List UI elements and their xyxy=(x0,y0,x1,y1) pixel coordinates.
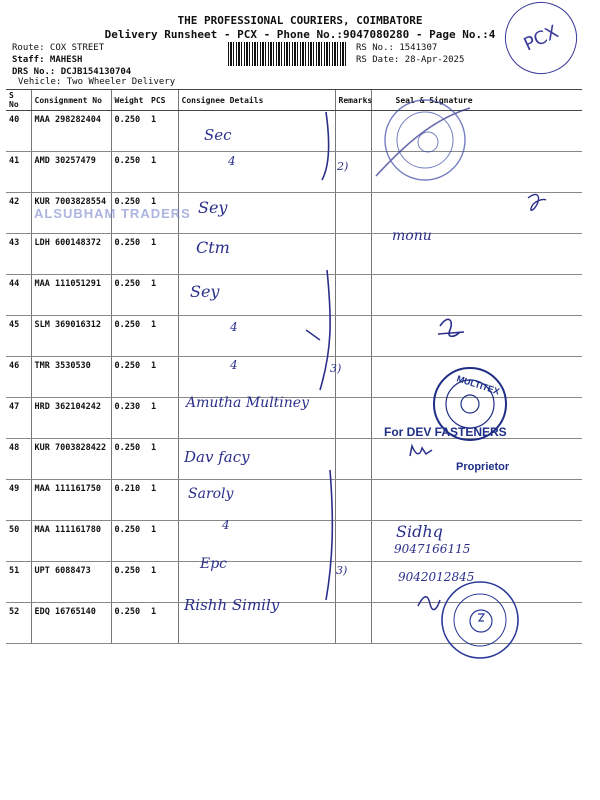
cell-consignment: UPT 6088473 xyxy=(31,562,111,603)
cell-pcs: 1 xyxy=(148,152,178,193)
col-remarks: Remarks xyxy=(335,90,371,111)
cell-consignment: HRD 362104242 xyxy=(31,398,111,439)
cell-pcs: 1 xyxy=(148,357,178,398)
signature-r51: Sidhq xyxy=(396,522,443,541)
cell-seal xyxy=(371,357,582,398)
cell-consignee xyxy=(178,111,335,152)
cell-seal xyxy=(371,480,582,521)
cell-pcs: 1 xyxy=(148,316,178,357)
col-consignment: Consignment No xyxy=(31,90,111,111)
cell-sno: 49 xyxy=(6,480,31,521)
table-row xyxy=(6,562,582,603)
table-header-row xyxy=(6,90,582,111)
rs-date: RS Date: 28-Apr-2025 xyxy=(356,55,465,65)
cell-seal xyxy=(371,521,582,562)
cell-sno: 52 xyxy=(6,603,31,644)
route-label: Route: COX STREET xyxy=(12,43,105,53)
cell-remarks xyxy=(335,562,371,603)
handwriting-r43-remark: monu xyxy=(392,228,432,244)
cell-weight: 0.250 xyxy=(111,316,148,357)
cell-consignment: KUR 7003828422 xyxy=(31,439,111,480)
cell-consignment: KUR 7003828554 xyxy=(31,193,111,234)
col-sno: S No xyxy=(6,90,31,111)
handwriting-r43: Ctm xyxy=(196,238,230,257)
cell-seal xyxy=(371,234,582,275)
cell-weight: 0.250 xyxy=(111,357,148,398)
cell-consignee xyxy=(178,480,335,521)
handwriting-r46: 4 xyxy=(230,358,238,372)
cell-sno: 42 xyxy=(6,193,31,234)
cell-pcs: 1 xyxy=(148,562,178,603)
cell-pcs: 1 xyxy=(148,234,178,275)
cell-seal xyxy=(371,193,582,234)
cell-weight: 0.250 xyxy=(111,152,148,193)
cell-seal xyxy=(371,111,582,152)
staff-label: Staff: MAHESH xyxy=(12,55,83,65)
cell-seal xyxy=(371,316,582,357)
table-row xyxy=(6,439,582,480)
cell-weight: 0.230 xyxy=(111,398,148,439)
cell-consignee xyxy=(178,234,335,275)
cell-consignment: EDQ 16765140 xyxy=(31,603,111,644)
cell-pcs: 1 xyxy=(148,439,178,480)
cell-consignee xyxy=(178,562,335,603)
table-row xyxy=(6,152,582,193)
cell-consignment: MAA 111051291 xyxy=(31,275,111,316)
cell-weight: 0.250 xyxy=(111,275,148,316)
cell-remarks xyxy=(335,111,371,152)
remark-r46: 3) xyxy=(330,362,342,375)
vehicle-label: Vehicle: Two Wheeler Delivery xyxy=(18,77,176,87)
phone-r51-1: 9047166115 xyxy=(394,542,471,556)
rs-number: RS No.: 1541307 xyxy=(356,43,438,53)
col-weight: Weight xyxy=(111,90,148,111)
table-row xyxy=(6,275,582,316)
cell-pcs: 1 xyxy=(148,275,178,316)
cell-seal xyxy=(371,603,582,644)
cell-remarks xyxy=(335,152,371,193)
cell-consignee xyxy=(178,275,335,316)
handwriting-r47: Amutha Multiney xyxy=(186,395,309,411)
cell-seal xyxy=(371,152,582,193)
barcode xyxy=(228,42,348,66)
cell-weight: 0.250 xyxy=(111,439,148,480)
handwriting-r40: Sec xyxy=(204,126,232,144)
cell-sno: 43 xyxy=(6,234,31,275)
cell-remarks xyxy=(335,398,371,439)
cell-remarks xyxy=(335,439,371,480)
cell-pcs: 1 xyxy=(148,193,178,234)
cell-consignment: SLM 369016312 xyxy=(31,316,111,357)
runsheet-subtitle: Delivery Runsheet - PCX - Phone No.:9047080280 - Page No.:4 xyxy=(104,28,496,41)
cell-seal xyxy=(371,439,582,480)
cell-consignment: MAA 111161750 xyxy=(31,480,111,521)
cell-sno: 45 xyxy=(6,316,31,357)
phone-r51-2: 9042012845 xyxy=(398,570,475,584)
cell-consignee xyxy=(178,316,335,357)
handwriting-r44: Sey xyxy=(190,282,220,301)
handwriting-r52: Rishh Simily xyxy=(184,596,280,614)
drs-number: DRS No.: DCJB154130704 xyxy=(12,67,132,77)
company-title: THE PROFESSIONAL COURIERS, COIMBATORE xyxy=(177,14,423,27)
cell-sno: 44 xyxy=(6,275,31,316)
cell-weight: 0.250 xyxy=(111,562,148,603)
table-row xyxy=(6,521,582,562)
cell-weight: 0.250 xyxy=(111,603,148,644)
table-row xyxy=(6,603,582,644)
cell-consignee xyxy=(178,395,335,439)
cell-pcs: 1 xyxy=(148,398,178,439)
cell-consignment: MAA 298282404 xyxy=(31,111,111,152)
runsheet-table xyxy=(6,89,582,644)
table-row xyxy=(6,480,582,521)
multitex-stamp-text: MULTITEX xyxy=(455,373,501,397)
cell-sno: 41 xyxy=(6,152,31,193)
handwriting-r42: Sey xyxy=(198,198,228,217)
table-row xyxy=(6,234,582,275)
handwriting-r45: 4 xyxy=(230,320,238,334)
cell-weight: 0.250 xyxy=(111,234,148,275)
col-pcs: PCS xyxy=(148,90,178,111)
cell-sno: 48 xyxy=(6,439,31,480)
pcx-stamp-text: PCX xyxy=(520,20,562,56)
handwriting-r50: 4 xyxy=(222,518,230,532)
cell-seal xyxy=(371,562,582,603)
pcx-stamp xyxy=(493,0,589,86)
cell-remarks xyxy=(335,603,371,644)
remark-r51: 3) xyxy=(336,564,348,577)
table-row xyxy=(6,316,582,357)
cell-sno: 40 xyxy=(6,111,31,152)
cell-consignee xyxy=(178,439,335,480)
cell-consignee xyxy=(178,193,335,234)
handwriting-r51: Epc xyxy=(200,556,228,572)
cell-consignment: TMR 3530530 xyxy=(31,357,111,398)
proprietor-stamp: Proprietor xyxy=(456,461,510,473)
cell-sno: 46 xyxy=(6,357,31,398)
remark-r41: 2) xyxy=(337,160,349,173)
cell-consignment: AMD 30257479 xyxy=(31,152,111,193)
cell-consignee xyxy=(178,152,335,193)
cell-remarks xyxy=(335,275,371,316)
cell-weight: 0.250 xyxy=(111,521,148,562)
cell-remarks xyxy=(335,480,371,521)
cell-weight: 0.250 xyxy=(111,193,148,234)
cell-remarks xyxy=(335,357,371,398)
faded-trader-stamp: ALSUBHAM TRADERS xyxy=(34,206,191,221)
handwriting-r41: 4 xyxy=(228,154,236,168)
cell-sno: 47 xyxy=(6,398,31,439)
cell-seal xyxy=(371,275,582,316)
cell-consignee xyxy=(178,357,335,398)
dev-fasteners-stamp: For DEV FASTENERS xyxy=(384,425,507,439)
cell-sno: 50 xyxy=(6,521,31,562)
cell-remarks xyxy=(335,234,371,275)
cell-consignment: LDH 600148372 xyxy=(31,234,111,275)
table-row xyxy=(6,111,582,152)
col-seal: Seal & Signature xyxy=(371,90,582,111)
cell-pcs: 1 xyxy=(148,603,178,644)
cell-pcs: 1 xyxy=(148,521,178,562)
cell-remarks xyxy=(335,316,371,357)
cell-pcs: 1 xyxy=(148,111,178,152)
cell-remarks xyxy=(335,193,371,234)
cell-remarks xyxy=(335,521,371,562)
cell-consignee xyxy=(178,521,335,562)
cell-consignment: MAA 111161780 xyxy=(31,521,111,562)
col-consignee: Consignee Details xyxy=(178,90,335,111)
cell-weight: 0.250 xyxy=(111,111,148,152)
cell-consignee xyxy=(178,603,335,644)
cell-weight: 0.210 xyxy=(111,480,148,521)
handwriting-r48: Dav facy xyxy=(184,448,250,466)
cell-pcs: 1 xyxy=(148,480,178,521)
cell-sno: 51 xyxy=(6,562,31,603)
handwriting-r49: Saroly xyxy=(188,486,234,502)
